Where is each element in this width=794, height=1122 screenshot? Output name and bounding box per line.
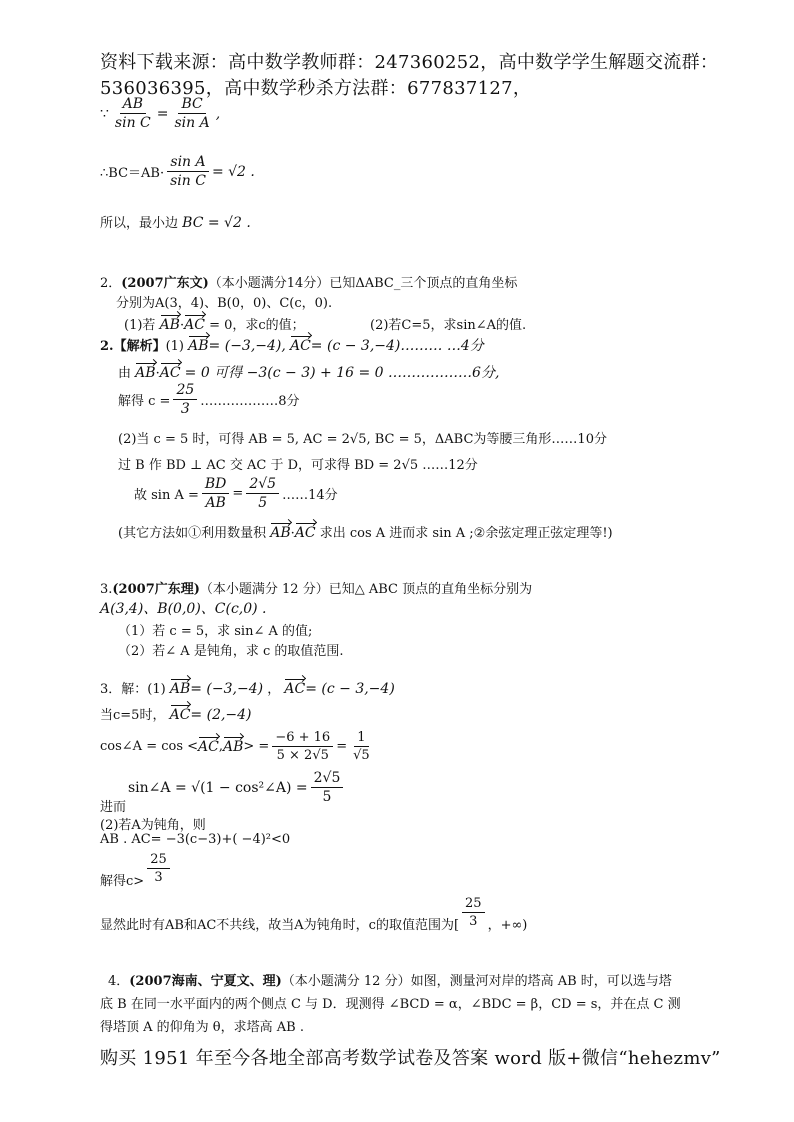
solution-3-case-c5: 当c=5时， AC= (2,−4)	[100, 707, 252, 723]
problem-4-line-2: 底 B 在同一水平面内的两个侧点 C 与 D．现测得 ∠BCD = α，∠BDC = β，CD = s，并在点 C 测	[100, 997, 681, 1012]
solution-3-final-range: 显然此时有AB和AC不共线，故当A为钝角时，c的取值范围为[ $\frac{25}{3}$ ，+∞)	[100, 896, 528, 933]
problem-2-question-1: (1)若 AB·AC = 0，求c的值；	[124, 317, 305, 333]
min-side-conclusion: 所以，最小边 BC = √2 .	[100, 215, 251, 231]
problem-3-statement: 3.(2007广东理)（本小题满分 12 分）已知△ ABC 顶点的直角坐标分别为	[100, 582, 533, 597]
footer-ad: 购买 1951 年至今各地全部高考数学试卷及答案 word 版+微信“hehezmv”	[100, 1048, 721, 1069]
problem-3-question-1: （1）若 c = 5，求 sin∠ A 的值;	[118, 624, 313, 639]
problem-2-coordinates: 分别为A(3，4)、B(0，0)、C(c，0).	[116, 296, 333, 311]
solution-2-step-3: 解得 c = $\frac{25}{3}$ ………………8分	[118, 382, 300, 417]
solution-3-vectors: 3．解：(1) AB= (−3,−4) ， AC= (c − 3,−4)	[100, 681, 395, 697]
header-line-1: 资料下载来源：高中数学教师群：247360252，高中数学学生解题交流群：	[100, 52, 719, 73]
bc-derivation: ∴BC＝AB· $\frac{\text{sin A}}{\text{sin C}}$ = √2 .	[100, 154, 255, 189]
law-of-sines: ∵ $\frac{AB}{\text{sin C}}$ = $\frac{BC}{\text{sin A}}$ ,	[100, 96, 221, 131]
solution-2-step-1: 2.【解析】(1) AB= (−3,−4), AC= (c − 3,−4)……… …4分	[100, 338, 484, 354]
solution-3-solve: 解得c> $\frac{25}{3}$	[100, 852, 173, 891]
problem-4-line-3: 得塔顶 A 的仰角为 θ，求塔高 AB .	[100, 1020, 304, 1035]
problem-3-coordinates: A(3,4)、B(0,0)、C(c,0) .	[100, 601, 267, 617]
solution-2-step-5: 过 B 作 BD ⊥ AC 交 AC 于 D，可求得 BD = 2√5 ……12分	[118, 458, 478, 473]
problem-3-question-2: （2）若∠ A 是钝角，求 c 的取值范围.	[118, 644, 344, 659]
solution-2-step-2: 由 AB·AC = 0 可得 −3(c − 3) + 16 = 0 ………………6分,	[118, 365, 500, 381]
solution-2-step-6: 故 sin A = $\frac{BD}{AB}$ = $\frac{2√5}{5}$ ……14分	[134, 476, 338, 511]
problem-2-question-2: (2)若C=5，求sin∠A的值.	[370, 318, 527, 333]
solution-3-inequality: AB . AC= −3(c−3)+( −4)²<0	[100, 832, 291, 847]
problem-4-line-1: 4．(2007海南、宁夏文、理)（本小题满分 12 分）如图，测量河对岸的塔高 AB 时，可以选与塔	[108, 974, 672, 989]
header-line-2: 536036395，高中数学秒杀方法群：677837127，	[100, 78, 532, 99]
solution-3-sin-a: sin∠A = √(1 − cos²∠A) = $\frac{2√5}{5}$	[128, 770, 346, 805]
solution-3-cos-a: cos∠A = cos < AC , AB > = $\frac{-6 + 16}{5 \times 2√5}$ = $\frac{1}{√5}$	[100, 730, 370, 763]
solution-2-other-methods: (其它方法如①利用数量积 AB·AC 求出 cos A 进而求 sin A ;②余弦定理正弦定理等!)	[118, 525, 613, 541]
solution-2-step-4: (2)当 c = 5 时，可得 AB = 5, AC = 2√5, BC = 5，ΔABC为等腰三角形……10分	[118, 432, 607, 447]
problem-2-statement: 2．(2007广东文)（本小题满分14分）已知ΔABC_三个顶点的直角坐标	[100, 276, 518, 291]
solution-3-furthermore: 进而	[100, 800, 127, 815]
solution-3-part-2: (2)若A为钝角，则	[100, 818, 206, 833]
